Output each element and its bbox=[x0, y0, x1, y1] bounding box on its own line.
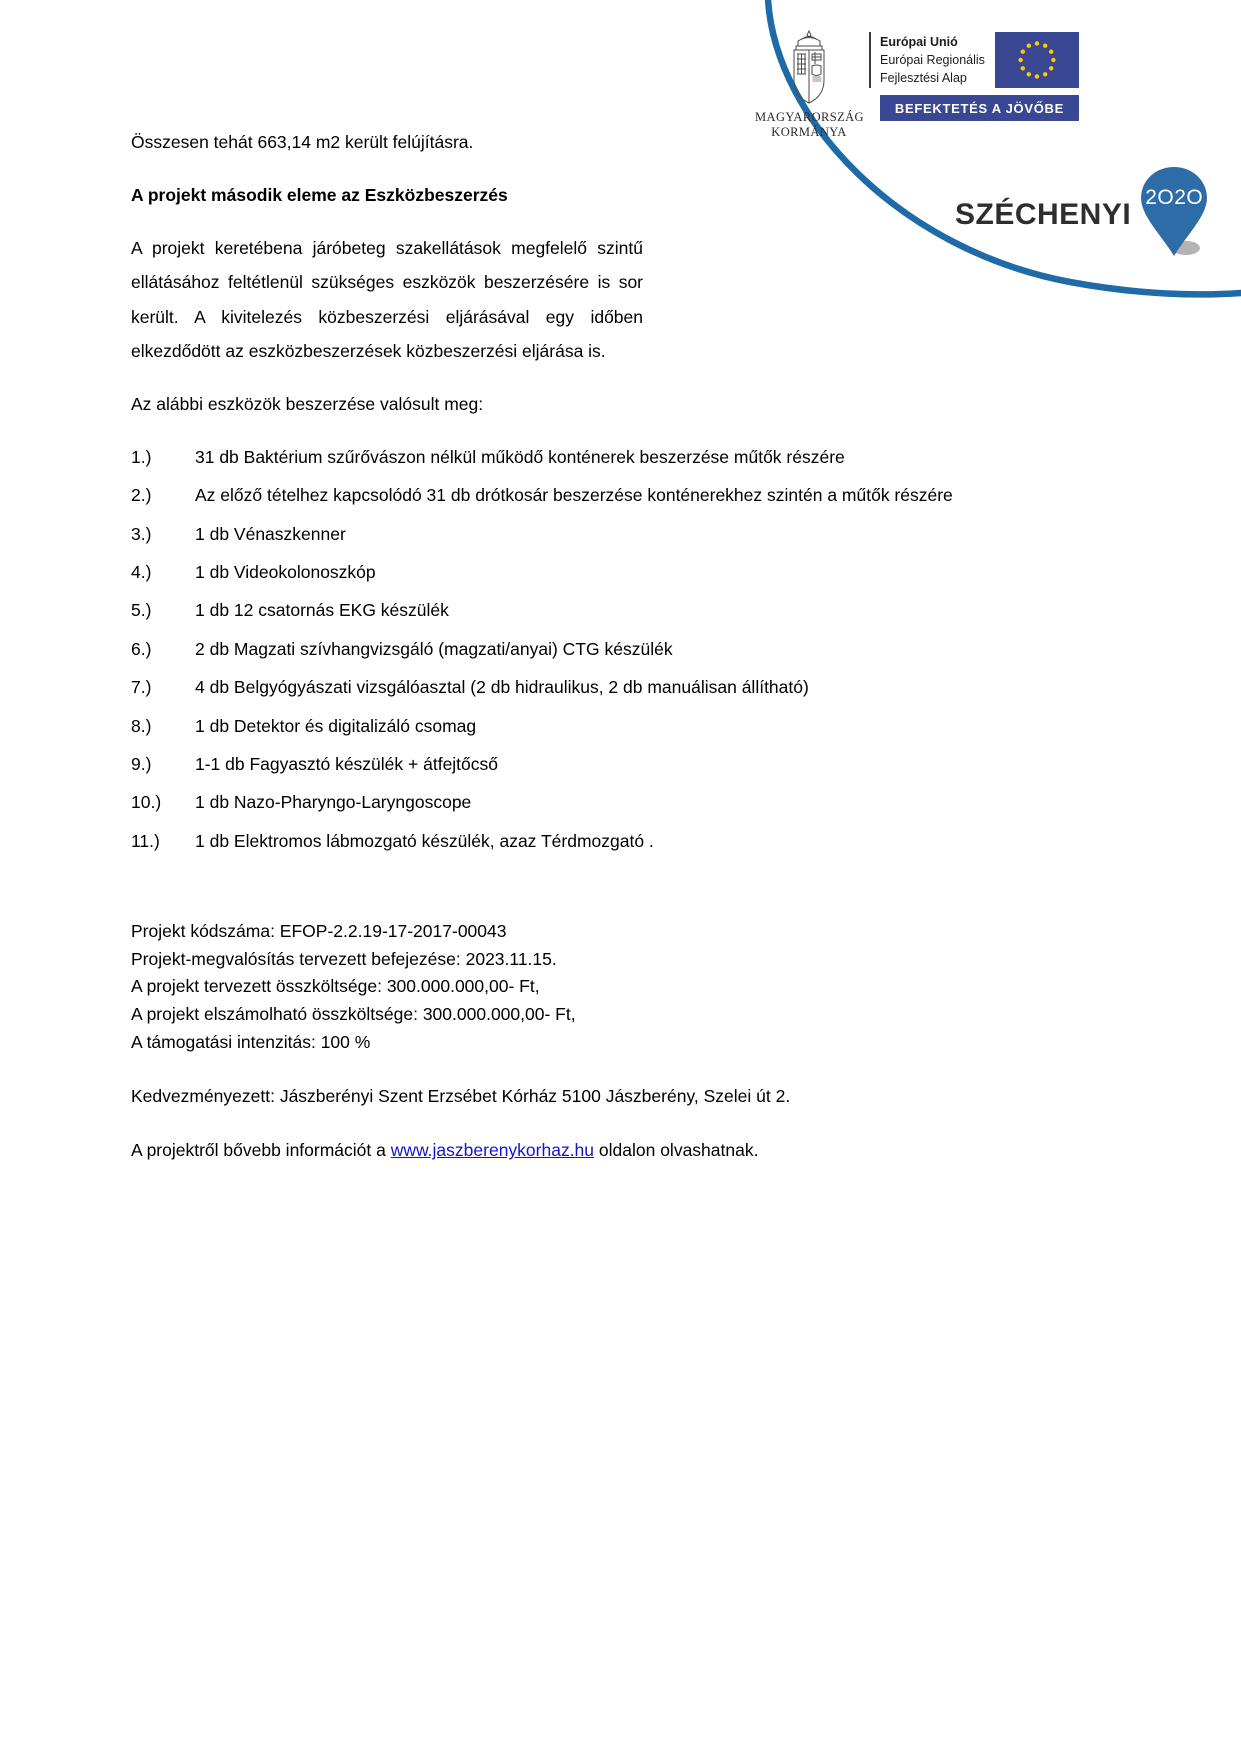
list-item bbox=[131, 790, 1111, 815]
list-item-number: 5.) bbox=[131, 600, 152, 621]
list-item-number: 7.) bbox=[131, 677, 152, 698]
eu-fund-text bbox=[880, 33, 985, 87]
list-item-text: 2 db Magzati szívhangvizsgáló (magzati/anyai) CTG készülék bbox=[195, 638, 673, 659]
coat-caption-line1: MAGYARORSZÁG bbox=[755, 110, 864, 124]
eu-logo-block bbox=[863, 26, 1079, 121]
list-item bbox=[131, 675, 1111, 700]
list-item bbox=[131, 522, 1111, 547]
coat-caption-line2: KORMÁNYA bbox=[771, 125, 847, 139]
eu-flag-icon bbox=[995, 32, 1079, 88]
more-info-line bbox=[131, 1136, 1111, 1164]
body-paragraph: A projekt keretébena járóbeteg szakellátások megfelelő szintű ellátásához feltétlenül szükséges eszközök beszerzésére is sor került. A kivitelezés közbeszerzési eljárásával egy időben elkezdődött az eszközbeszerzések közbeszerzési eljárása is. bbox=[131, 238, 643, 361]
project-planned-cost-line: A projekt tervezett összköltsége: 300.000.000,00- Ft, bbox=[131, 976, 540, 997]
hungarian-coat-of-arms-icon bbox=[778, 28, 840, 106]
list-item-text: 1 db Elektromos lábmozgató készülék, azaz Térdmozgató . bbox=[195, 830, 654, 851]
szechenyi-wordmark: SZÉCHENYI bbox=[955, 198, 1132, 231]
list-item bbox=[131, 637, 1111, 662]
equipment-list bbox=[131, 445, 1111, 854]
list-item bbox=[131, 752, 1111, 777]
section-heading: A projekt második eleme az Eszközbeszerzés bbox=[131, 185, 508, 206]
list-item-text: 4 db Belgyógyászati vizsgálóasztal (2 db hidraulikus, 2 db manuálisan állítható) bbox=[195, 677, 809, 698]
list-lead-text: Az alábbi eszközök beszerzése valósult meg: bbox=[131, 393, 484, 414]
hospital-website-link[interactable]: www.jaszberenykorhaz.hu bbox=[390, 1140, 595, 1161]
hungary-eu-logo-row bbox=[755, 26, 1075, 140]
list-item bbox=[131, 483, 1111, 508]
project-eligible-cost-line: A projekt elszámolható összköltsége: 300.000.000,00- Ft, bbox=[131, 1003, 576, 1024]
pin-shape bbox=[1141, 167, 1207, 256]
project-code-line: Projekt kódszáma: EFOP-2.2.19-17-2017-00043 bbox=[131, 921, 507, 941]
eu-line-3: Fejlesztési Alap bbox=[880, 71, 967, 86]
eu-top-row bbox=[869, 32, 1079, 88]
list-item-number: 11.) bbox=[131, 830, 160, 851]
list-item-text: 1-1 db Fagyasztó készülék + átfejtőcső bbox=[195, 753, 499, 774]
list-item-text: 1 db Nazo-Pharyngo-Laryngoscope bbox=[195, 792, 472, 813]
list-item-number: 1.) bbox=[131, 446, 152, 467]
list-item-number: 6.) bbox=[131, 638, 152, 659]
hungary-government-logo bbox=[755, 26, 863, 140]
list-item bbox=[131, 445, 1111, 470]
list-item-number: 8.) bbox=[131, 715, 152, 736]
project-completion-line: Projekt-megvalósítás tervezett befejezése: 2023.11.15. bbox=[131, 948, 557, 969]
list-item bbox=[131, 598, 1111, 623]
eu-investing-banner: BEFEKTETÉS A JÖVŐBE bbox=[880, 95, 1079, 121]
eu-flag-svg bbox=[995, 32, 1079, 88]
list-item-text: 1 db 12 csatornás EKG készülék bbox=[195, 600, 449, 621]
list-item-text: Az előző tételhez kapcsolódó 31 db drótkosár beszerzése konténerekhez szintén a műtők részére bbox=[195, 485, 953, 506]
list-item-number: 9.) bbox=[131, 753, 152, 774]
pin-year-label: 2O2O bbox=[1145, 186, 1204, 209]
more-info-prefix: A projektről bővebb információt a bbox=[131, 1140, 391, 1161]
list-item-text: 1 db Vénaszkenner bbox=[195, 523, 346, 544]
list-item bbox=[131, 714, 1111, 739]
project-details-block bbox=[131, 918, 1111, 1056]
header-logo-block bbox=[755, 26, 1075, 140]
intro-line: Összesen tehát 663,14 m2 került felújításra. bbox=[131, 132, 474, 152]
list-item-text: 1 db Detektor és digitalizáló csomag bbox=[195, 715, 477, 736]
list-item-text: 31 db Baktérium szűrővászon nélkül működő konténerek beszerzése műtők részére bbox=[195, 446, 845, 467]
list-item bbox=[131, 560, 1111, 585]
list-item-number: 10.) bbox=[131, 792, 162, 813]
eu-divider bbox=[869, 32, 871, 88]
beneficiary-line: Kedvezményezett: Jászberényi Szent Erzsébet Kórház 5100 Jászberény, Szelei út 2. bbox=[131, 1086, 791, 1107]
more-info-suffix: oldalon olvashatnak. bbox=[594, 1140, 759, 1161]
list-item-text: 1 db Videokolonoszkóp bbox=[195, 562, 376, 582]
list-item-number: 2.) bbox=[131, 485, 152, 506]
pin-svg bbox=[1137, 164, 1211, 260]
project-support-intensity-line: A támogatási intenzitás: 100 % bbox=[131, 1031, 371, 1052]
list-item-number: 4.) bbox=[131, 562, 152, 582]
szechenyi-pin-icon bbox=[1137, 164, 1211, 260]
list-item bbox=[131, 829, 1111, 854]
eu-line-1: Európai Unió bbox=[880, 34, 958, 49]
list-item-number: 3.) bbox=[131, 523, 152, 544]
document-body bbox=[131, 125, 1111, 1164]
eu-line-2: Európai Regionális bbox=[880, 52, 985, 67]
